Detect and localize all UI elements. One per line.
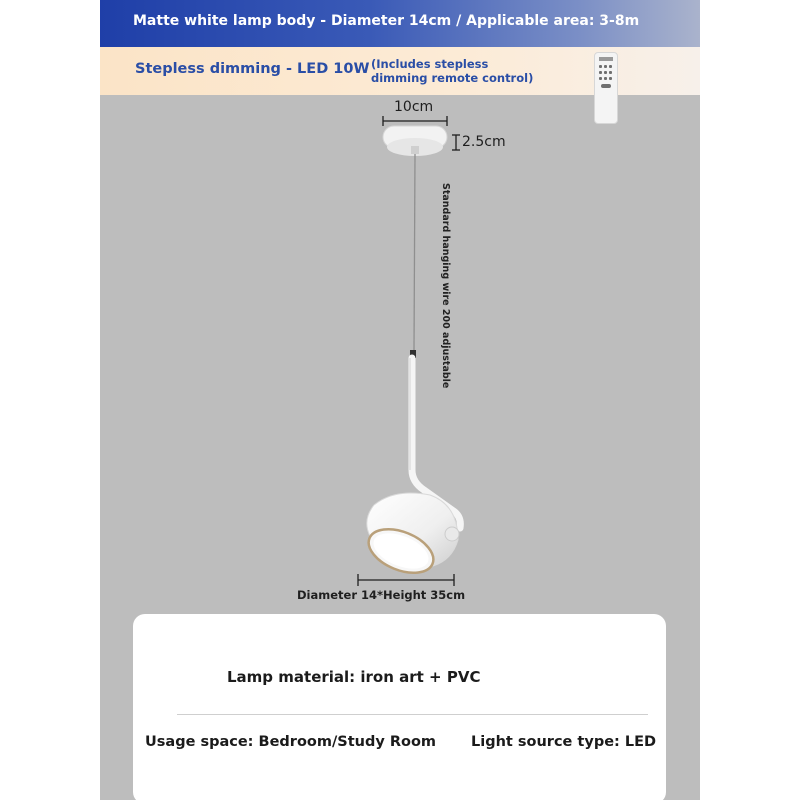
lamp-size-label: Diameter 14*Height 35cm bbox=[297, 588, 466, 602]
remote-note-line2: dimming remote control) bbox=[371, 71, 534, 85]
remote-note-line1: (Includes stepless bbox=[371, 57, 489, 71]
spec-card bbox=[133, 614, 666, 804]
spec-divider bbox=[177, 714, 648, 715]
usage-spec: Usage space: Bedroom/Study Room bbox=[145, 734, 437, 750]
width-dimension-marker bbox=[383, 116, 447, 126]
canopy-width-label: 10cm bbox=[394, 99, 434, 115]
height-dimension-marker bbox=[452, 135, 460, 150]
wire-length-label: Standard hanging wire 200 adjustable bbox=[440, 183, 451, 389]
canopy bbox=[383, 126, 447, 156]
dimming-label: Stepless dimming - LED 10W bbox=[135, 61, 370, 77]
header-title: Matte white lamp body - Diameter 14cm / Applicable area: 3-8m bbox=[133, 13, 640, 29]
lamp-head bbox=[362, 493, 459, 581]
diameter-dimension-marker bbox=[358, 574, 454, 586]
light-source-spec: Light source type: LED bbox=[471, 734, 657, 750]
canopy-height-label: 2.5cm bbox=[462, 134, 506, 150]
material-spec: Lamp material: iron art + PVC bbox=[227, 668, 481, 686]
hanging-wire bbox=[414, 154, 415, 350]
